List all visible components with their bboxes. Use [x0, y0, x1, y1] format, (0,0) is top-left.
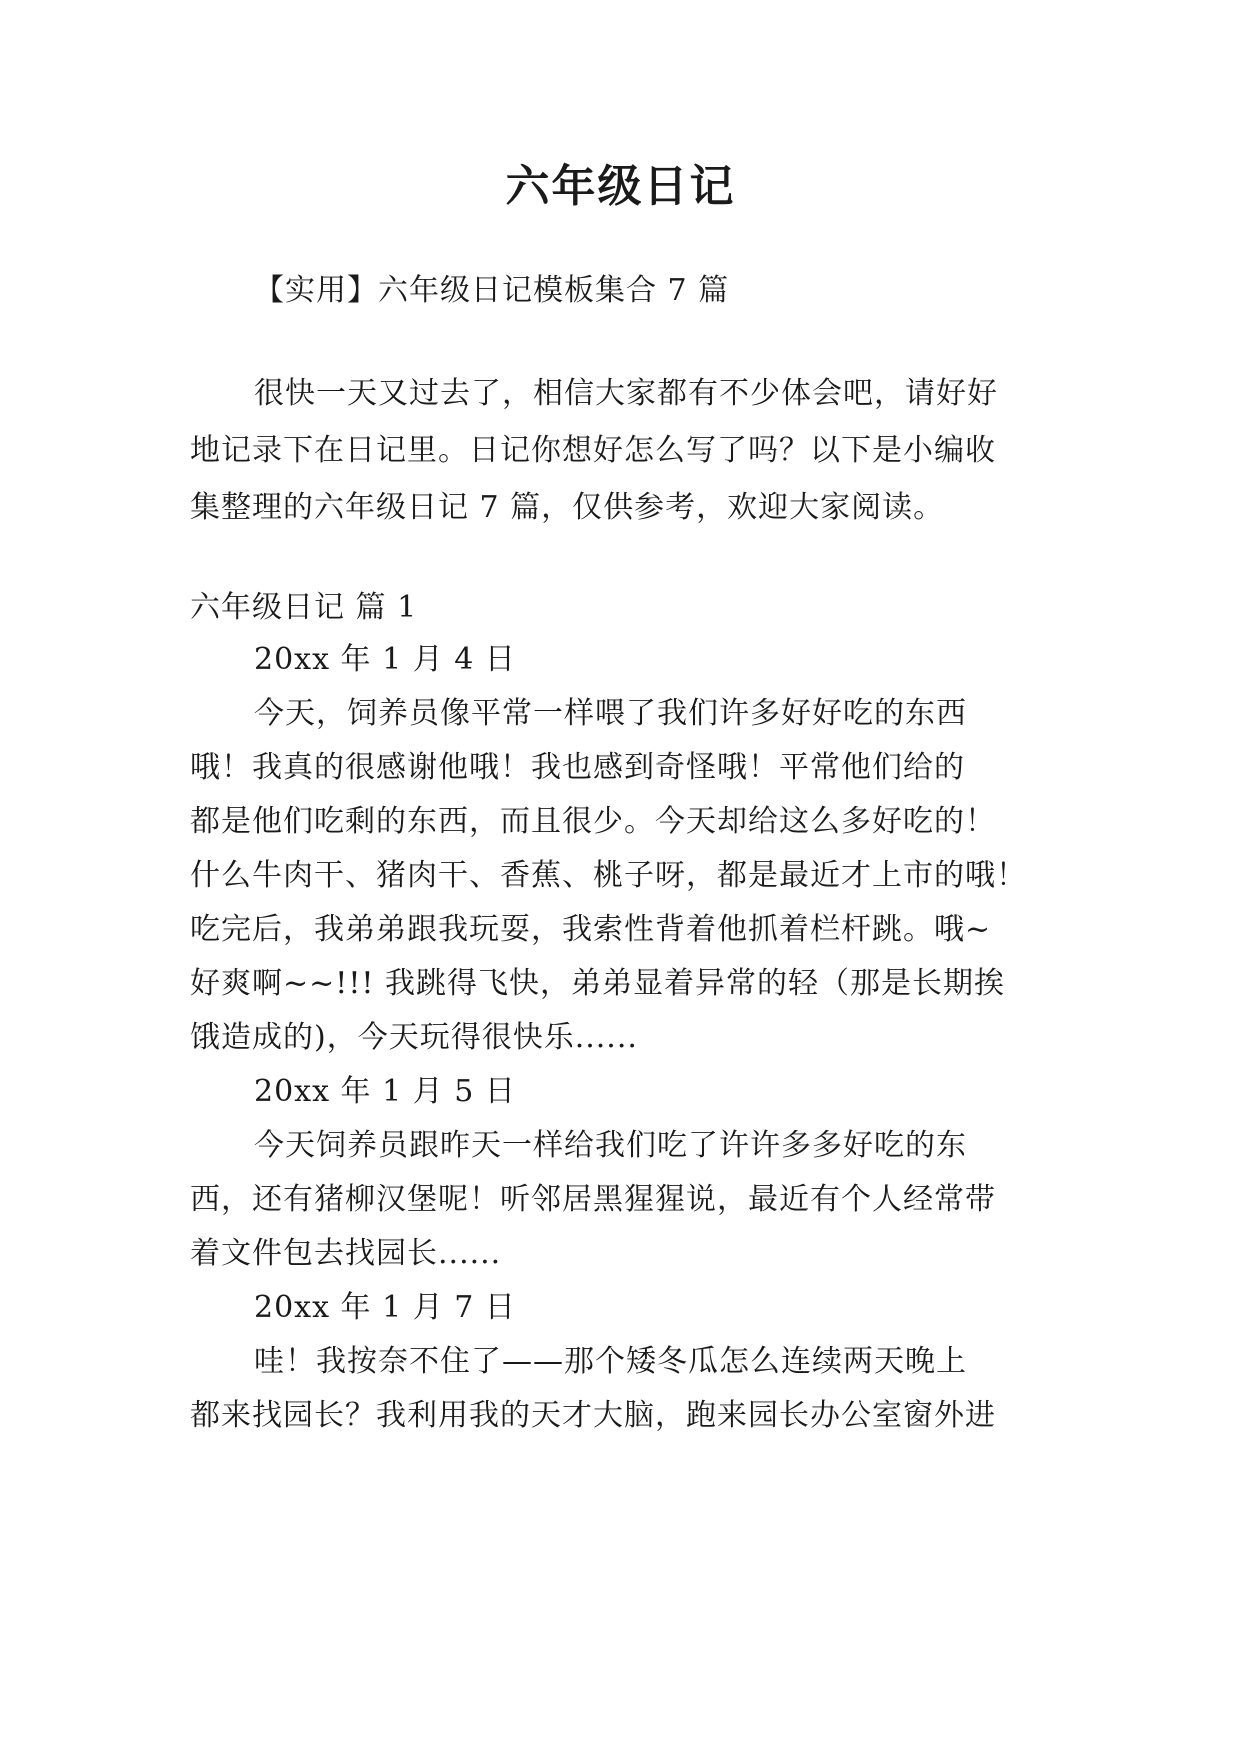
entry-line: 哇！我按奈不住了——那个矮冬瓜怎么连续两天晚上	[254, 1344, 967, 1379]
entry-line: 什么牛肉干、猪肉干、香蕉、桃子呀，都是最近才上市的哦！	[190, 858, 1027, 893]
entry-line: 西，还有猪柳汉堡呢！听邻居黑猩猩说，最近有个人经常带	[190, 1182, 996, 1217]
entry-line: 都是他们吃剩的东西，而且很少。今天却给这么多好吃的！	[190, 804, 996, 839]
entry-line: 饿造成的)，今天玩得很快乐......	[190, 1020, 638, 1055]
entry-line: 着文件包去找园长......	[190, 1236, 502, 1271]
intro-line: 很快一天又过去了，相信大家都有不少体会吧，请好好	[254, 376, 998, 411]
entry-line: 好爽啊~~!!! 我跳得飞快，弟弟显着异常的轻（那是长期挨	[190, 966, 1005, 1001]
intro-line: 集整理的六年级日记 7 篇，仅供参考，欢迎大家阅读。	[190, 490, 945, 525]
entry-date: 20xx 年 1 月 5 日	[254, 1074, 516, 1109]
entry-date: 20xx 年 1 月 7 日	[254, 1290, 516, 1325]
entry-line: 哦！我真的很感谢他哦！我也感到奇怪哦！平常他们给的	[190, 750, 965, 785]
section-heading: 六年级日记 篇 1	[190, 590, 418, 625]
document-subtitle: 【实用】六年级日记模板集合 7 篇	[254, 273, 730, 308]
entry-line: 今天，饲养员像平常一样喂了我们许多好好吃的东西	[254, 696, 967, 731]
intro-line: 地记录下在日记里。日记你想好怎么写了吗？以下是小编收	[190, 433, 996, 468]
entry-date: 20xx 年 1 月 4 日	[254, 642, 516, 677]
entry-line: 都来找园长？我利用我的天才大脑，跑来园长办公室窗外进	[190, 1398, 996, 1433]
entry-line: 吃完后，我弟弟跟我玩耍，我索性背着他抓着栏杆跳。哦~	[190, 912, 992, 947]
document-title: 六年级日记	[505, 161, 736, 212]
entry-line: 今天饲养员跟昨天一样给我们吃了许许多多好吃的东	[254, 1128, 967, 1163]
